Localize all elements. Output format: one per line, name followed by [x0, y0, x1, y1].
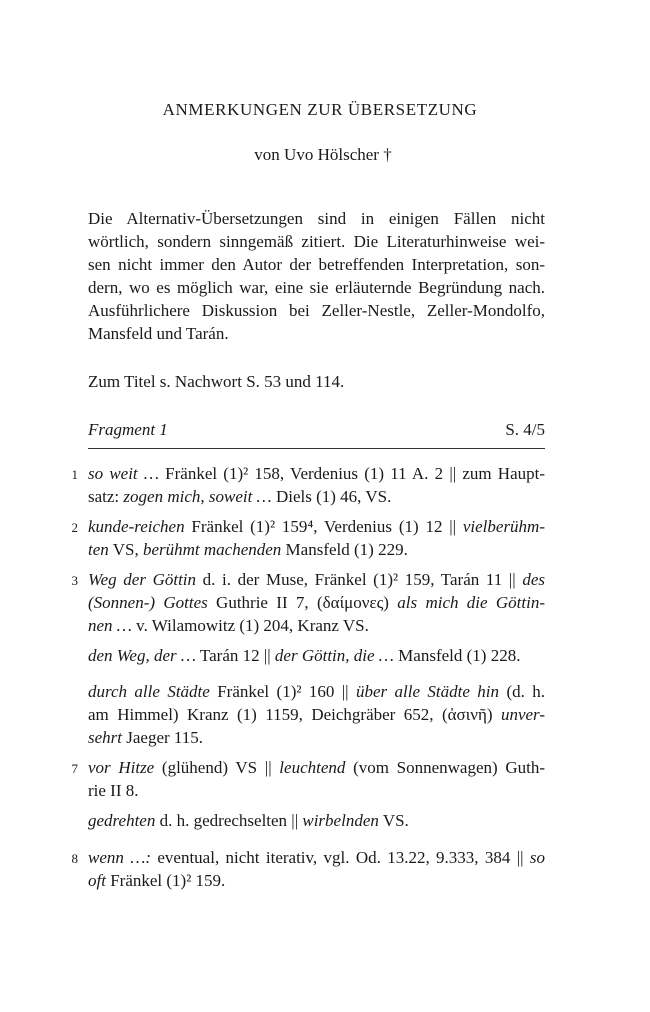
line-number: 1 — [71, 467, 78, 482]
lemma: vielberühm- — [462, 517, 545, 536]
note-text-line — [88, 614, 545, 637]
lemma: kunde-reichen — [88, 517, 185, 536]
note-line-8 — [71, 846, 545, 892]
fragment-heading — [88, 418, 545, 441]
line-number: 2 — [71, 520, 78, 535]
lemma: des — [522, 570, 545, 589]
note-text-line — [88, 591, 545, 614]
lemma: unver- — [500, 705, 545, 724]
intro-line: dern, wo es möglich war, eine sie erläuternde Begründung nach. — [88, 278, 545, 297]
commentary: VS. — [378, 811, 409, 830]
note-text-line — [88, 644, 545, 667]
intro-line: sen nicht immer den Autor der betreffenden Interpretation, son- — [88, 255, 545, 274]
commentary: d. h. gedrechselten || — [155, 811, 303, 830]
note-text-line — [88, 756, 545, 779]
lemma: wirbelnden — [302, 811, 379, 830]
intro-line: Die Alternativ-Übersetzungen sind in einigen Fällen nicht — [88, 209, 545, 228]
commentary: Fränkel (1)² 160 || — [209, 682, 356, 701]
page-title-text: ANMERKUNGEN ZUR ÜBERSETZUNG — [162, 100, 478, 119]
lemma: so — [529, 848, 545, 867]
note-text-line: rie II 8. — [88, 781, 139, 800]
lemma: der Göttin, die … — [274, 646, 394, 665]
commentary: Diels (1) 46, VS. — [271, 487, 392, 506]
note-line-3-cities — [88, 680, 545, 749]
note-text-line — [88, 485, 545, 508]
title-reference: Zum Titel s. Nachwort S. 53 und 114. — [88, 372, 345, 391]
note-line-1 — [71, 462, 546, 508]
note-text-line — [88, 703, 545, 726]
note-line-3-variant — [88, 644, 545, 667]
lemma: den Weg, der … — [88, 646, 196, 665]
note-line-2 — [71, 515, 545, 561]
lemma: Weg der Göttin — [88, 570, 197, 589]
intro-line: Ausführlichere Diskussion bei Zeller-Nestle, Zeller-Mondolfo, — [88, 301, 545, 320]
commentary: satz: — [88, 487, 124, 506]
note-line-7-variant — [88, 809, 545, 832]
lemma: leuchtend — [279, 758, 346, 777]
lemma: sehrt — [88, 728, 122, 747]
fragment-pages: S. 4/5 — [505, 420, 545, 439]
commentary: Tarán 12 || — [195, 646, 275, 665]
note-text-line — [88, 726, 545, 749]
note-text-line — [88, 680, 545, 703]
lemma: (Sonnen-) Gottes — [88, 593, 208, 612]
line-number: 3 — [71, 573, 78, 588]
commentary: Fränkel (1)² 159. — [105, 871, 226, 890]
intro-paragraph — [88, 207, 545, 345]
author-text: von Uvo Hölscher † — [254, 145, 392, 164]
lemma: so weit … — [88, 464, 159, 483]
commentary: eventual, nicht iterativ, vgl. Od. 13.22, 9.333, 384 || — [151, 848, 530, 867]
author-line — [0, 145, 630, 165]
commentary: Mansfeld (1) 229. — [281, 540, 408, 559]
lemma: wenn …: — [88, 848, 152, 867]
commentary: (glühend) VS || — [154, 758, 280, 777]
heading-rule — [88, 448, 545, 449]
line-number: 8 — [71, 851, 78, 866]
intro-line: Mansfeld und Tarán. — [88, 324, 229, 343]
note-text-line — [88, 809, 545, 832]
note-line-3 — [71, 568, 545, 637]
commentary: d. i. der Muse, Fränkel (1)² 159, Tarán 11 || — [196, 570, 523, 589]
note-text-line — [88, 568, 545, 591]
commentary: v. Wilamowitz (1) 204, Kranz VS. — [131, 616, 369, 635]
line-number: 7 — [71, 761, 78, 776]
commentary: Fränkel (1)² 158, Verdenius (1) 11 A. 2 || zum Haupt- — [158, 464, 546, 483]
note-text-line — [88, 462, 545, 485]
commentary: Mansfeld (1) 228. — [393, 646, 521, 665]
lemma: als mich die Göttin- — [397, 593, 545, 612]
lemma: durch alle Städte — [88, 682, 210, 701]
note-text-line — [88, 869, 545, 892]
lemma: über alle Städte hin — [355, 682, 500, 701]
commentary: Fränkel (1)² 159⁴, Verdenius (1) 12 || — [184, 517, 463, 536]
lemma: berühmt machenden — [142, 540, 282, 559]
intro-line: wörtlich, sondern sinngemäß zitiert. Die Literaturhinweise wei- — [88, 232, 545, 251]
note-line-7 — [71, 756, 546, 802]
commentary: (d. h. — [499, 682, 546, 701]
commentary: am Himmel) Kranz (1) 1159, Deichgräber 652, (ἀσινῆ) — [88, 705, 501, 724]
note-text-line — [88, 515, 545, 538]
lemma: gedrehten — [88, 811, 156, 830]
note-text-line — [88, 846, 545, 869]
commentary: (vom Sonnenwagen) Guth- — [345, 758, 546, 777]
lemma: oft — [88, 871, 106, 890]
page-title — [0, 100, 610, 120]
commentary: Jaeger 115. — [122, 728, 204, 747]
commentary: Guthrie II 7, (δαίμονες) — [207, 593, 398, 612]
fragment-label: Fragment 1 — [88, 420, 168, 439]
lemma: ten — [88, 540, 109, 559]
lemma: vor Hitze — [88, 758, 155, 777]
lemma: zogen mich, soweit … — [123, 487, 272, 506]
lemma: nen … — [88, 616, 132, 635]
note-text-line — [88, 538, 545, 561]
commentary: VS, — [108, 540, 143, 559]
